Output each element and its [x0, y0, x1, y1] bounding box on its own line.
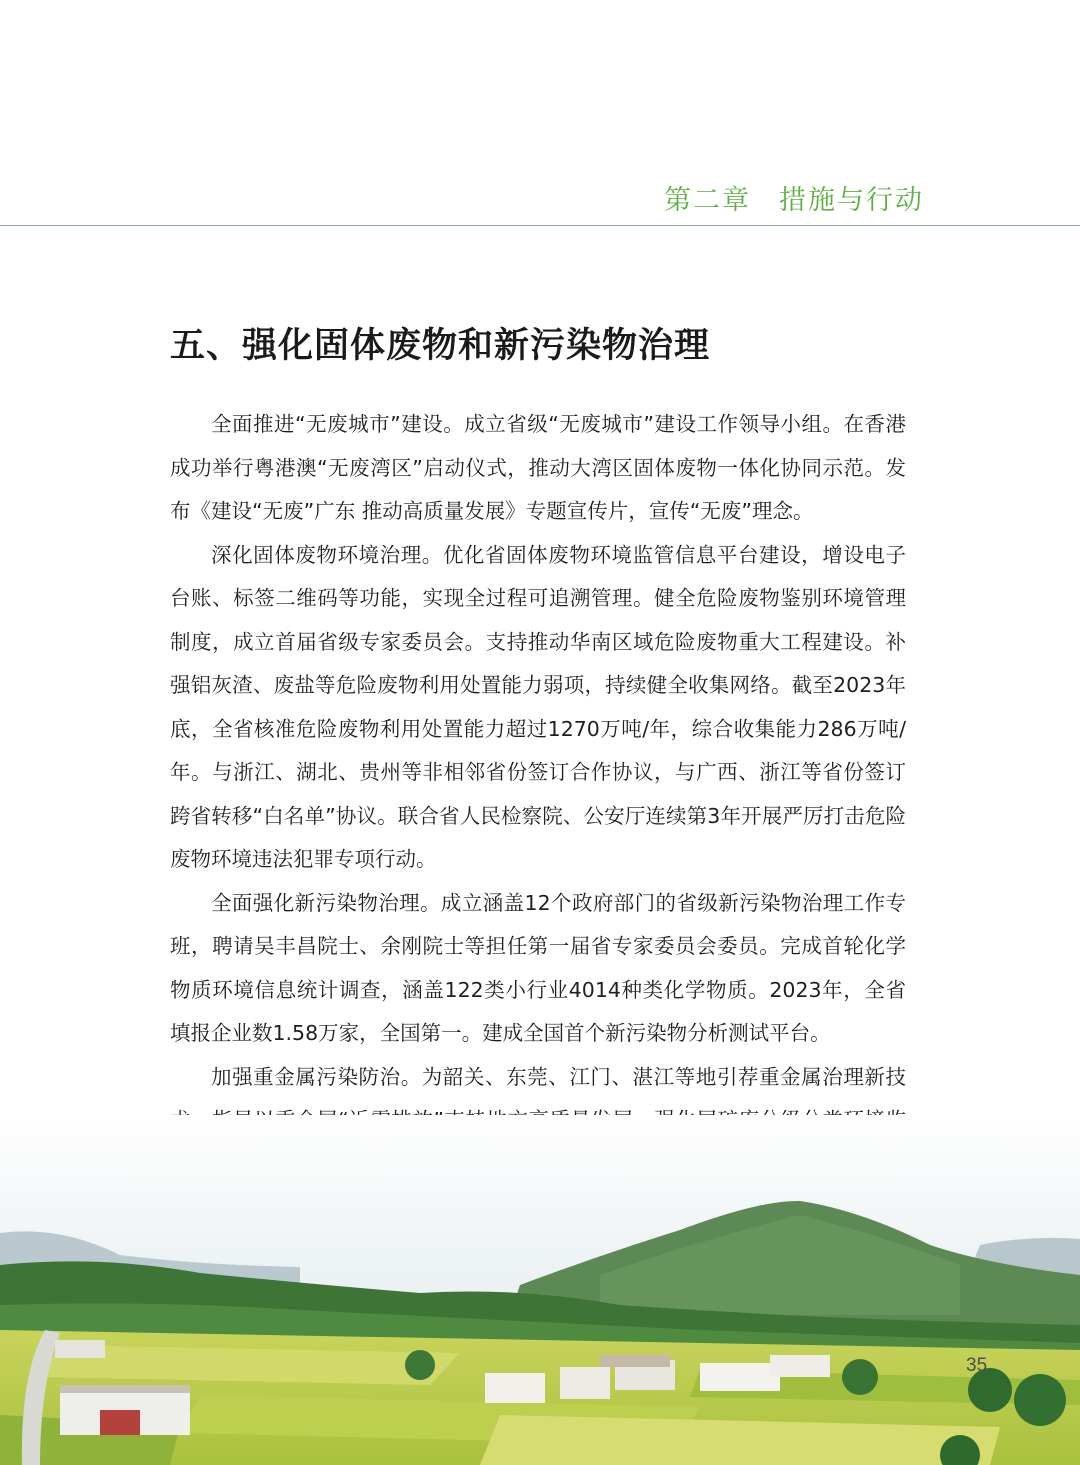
header-divider — [0, 225, 1080, 226]
paragraph-no-waste-city: 全面推进“无废城市”建设。成立省级“无废城市”建设工作领导小组。在香港成功举行粤港澳“无废湾区”启动仪式，推动大湾区固体废物一体化协同示范。发布《建设“无废”广东 推动高质量发展》专题宣传片，宣传“无废”理念。 — [170, 412, 906, 523]
paragraph-heavy-metals: 加强重金属污染防治。为韶关、东莞、江门、湛江等地引荐重金属治理新技 — [211, 1064, 906, 1089]
chapter-title: 措施与行动 — [779, 185, 924, 216]
chapter-number: 第二章 — [664, 185, 751, 216]
body-text — [170, 403, 906, 1186]
chapter-header — [664, 178, 924, 217]
page-number: 35 — [966, 1355, 988, 1376]
section-title: 五、强化固体废物和新污染物治理 — [170, 325, 711, 366]
paragraph-new-pollutants: 全面强化新污染物治理。成立涵盖12个政府部门的省级新污染物治理工作专班，聘请吴丰昌院士、余刚院士等担任第一届省专家委员会委员。完成首轮化学物质环境信息统计调查，涵盖122类小行业4014种类化学物质。2023年，全省填报企业数1.58万家，全国第一。建成全国首个新污染物分析测试平台。 — [170, 890, 906, 1045]
rural-landscape-photo — [0, 1115, 1080, 1465]
paragraph-solid-waste: 深化固体废物环境治理。优化省固体废物环境监管信息平台建设，增设电子台账、标签二维码等功能，实现全过程可追溯管理。健全危险废物鉴别环境管理制度，成立首届省级专家委员会。支持推动华南区域危险废物重大工程建设。补强铝灰渣、废盐等危险废物利用处置能力弱项，持续健全收集网络。截至2023年底，全省核准危险废物利用处置能力超过1270万吨/年，综合收集能力286万吨/年。与浙江、湖北、贵州等非相邻省份签订合作协议，与广西、浙江等省份签订跨省转移“白名单”协议。联合省人民检察院、公安厅连续第3年开展严厉打击危险废物环境违法犯罪专项行动。 — [170, 542, 906, 871]
